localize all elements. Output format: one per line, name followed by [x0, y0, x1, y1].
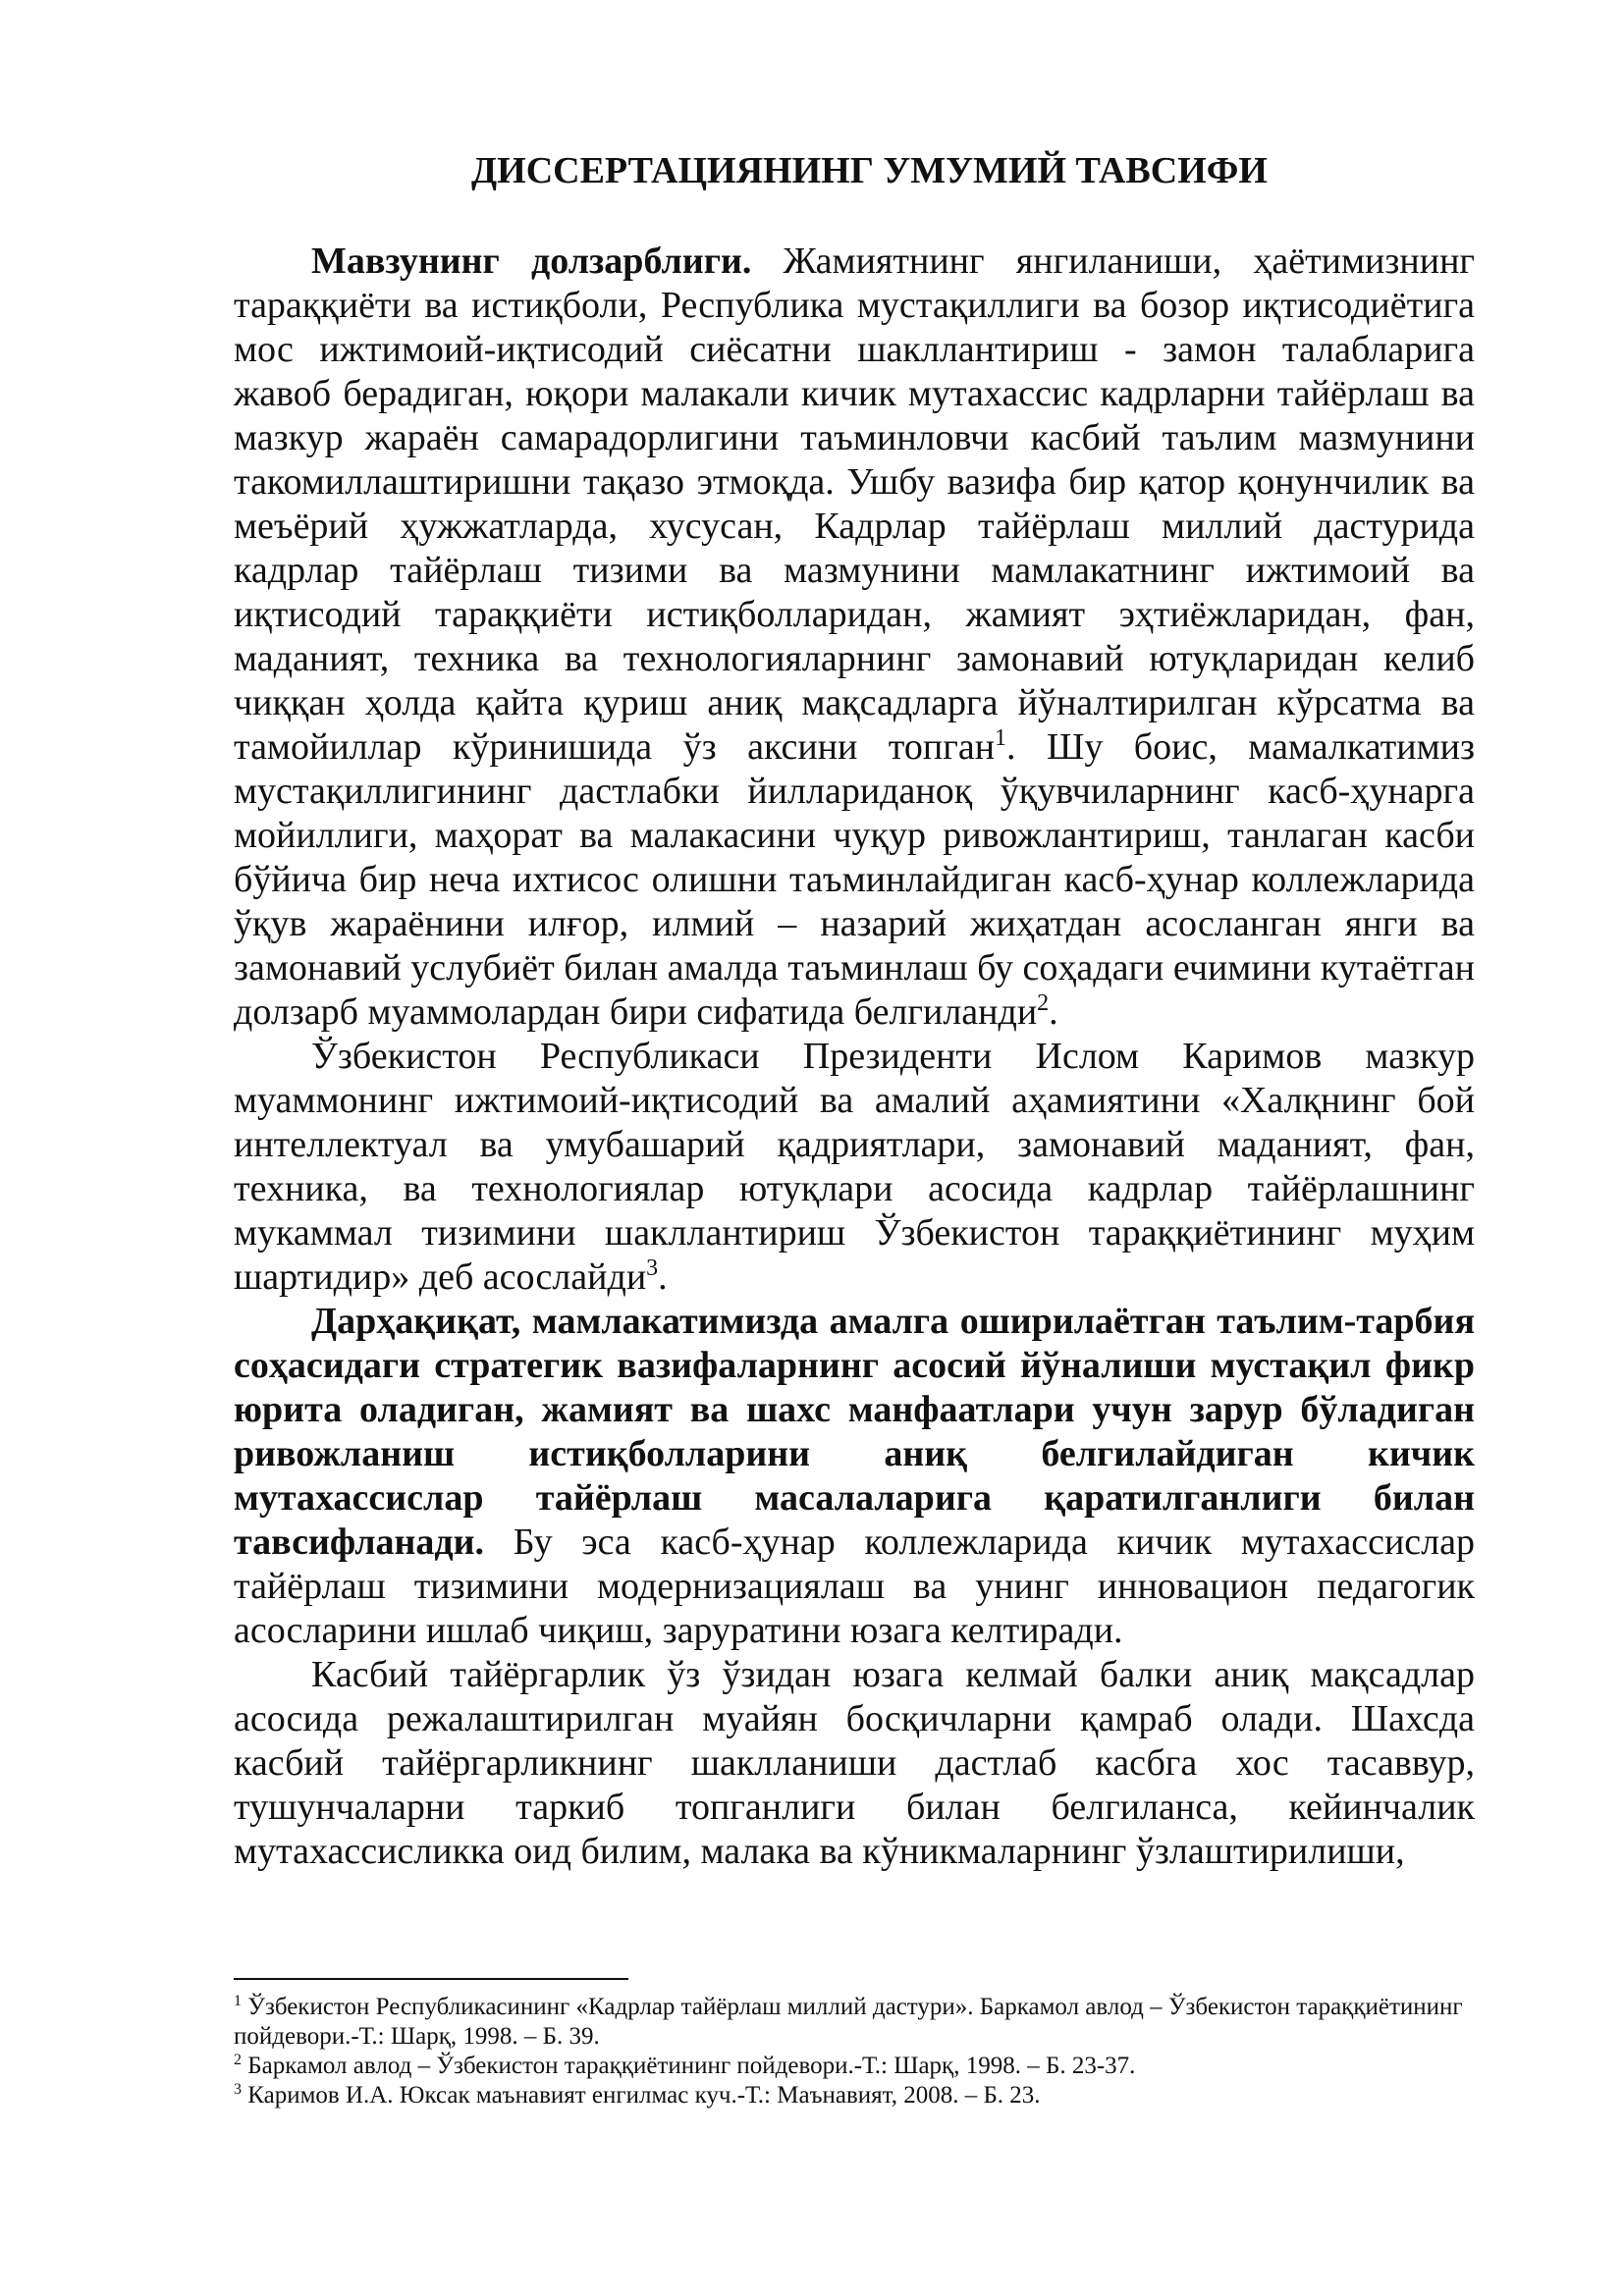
paragraph-text: . [658, 1256, 668, 1298]
footnotes [234, 1993, 1475, 2110]
footnote-item [234, 2081, 1475, 2110]
paragraph-text: Бу эса касб-ҳунар коллежларида кичик мутахассислар тайёрлаш тизимини модернизациялаш ва унинг инновацион педагогик асосларини ишлаб чиқиш, заруратини юзага келтиради. [234, 1522, 1475, 1651]
footnote-number: 3 [234, 2081, 242, 2098]
footnote-text: Ўзбекистон Республикасининг «Кадрлар тайёрлаш миллий дастури». Баркамол авлод – Ўзбекистон тараққиётининг пойдевори.-Т.: Шарқ, 1998. – Б. 39. [234, 1994, 1463, 2050]
paragraph-text: . [1049, 991, 1058, 1033]
footnote-ref[interactable]: 3 [646, 1255, 659, 1281]
footnote-text: Каримов И.А. Юксак маънавият енгилмас куч.-Т.: Маънавият, 2008. – Б. 23. [247, 2082, 1041, 2109]
paragraph-text: . Шу боис, мамалкатимиз мустақиллигининг дастлабки йиллариданоқ ўқувчиларнинг касб-ҳунарга мойиллиги, маҳорат ва малакасини чуқур ривожлантириш, танлаган касби бўйича бир неча ихтисос олишни таъминлайдиган касб-ҳунар коллежларида ўқув жараёнини илғор, илмий – назарий жиҳатдан асосланган янги ва замонавий услубиёт билан амалда таъминлаш бу соҳадаги ечимини кутаётган долзарб муаммолардан бири сифатида белгиланди [234, 726, 1475, 1033]
footnote-separator [234, 1978, 628, 1980]
paragraph-strategic-tasks [234, 1300, 1475, 1653]
document-body [234, 240, 1475, 1874]
paragraph-president-quote [234, 1035, 1475, 1300]
footnote-ref[interactable]: 2 [1037, 990, 1050, 1016]
footnote-item [234, 1993, 1475, 2052]
section-lead-heading: Мавзунинг долзарблиги. [311, 240, 752, 282]
footnote-number: 1 [234, 1993, 242, 2009]
footnote-ref[interactable]: 1 [995, 725, 1007, 751]
paragraph-text: Жамиятнинг янгиланиши, ҳаётимизнинг тараққиёти ва истиқболи, Республика мустақиллиги ва бозор иқтисодиётига мос ижтимоий-иқтисодий сиёсатни шакллантириш - замон талабларига жавоб берадиган, юқори малакали кичик мутахассис кадрларни тайёрлаш ва мазкур жараён самарадорлигини таъминловчи касбий таълим мазмунини такомиллаштиришни тақазо этмоқда. Ушбу вазифа бир қатор қонунчилик ва меъёрий ҳужжатларда, хусусан, Кадрлар тайёрлаш миллий дастурида кадрлар тайёрлаш тизими ва мазмунини мамлакатнинг ижтимоий ва иқтисодий тараққиёти истиқболларидан, жамият эҳтиёжларидан, фан, маданият, техника ва технологияларнинг замонавий ютуқларидан келиб чиққан ҳолда қайта қуриш аниқ мақсадларга йўналтирилган кўрсатма ва тамойиллар кўринишида ўз аксини топган [234, 240, 1475, 768]
page-title: ДИССЕРТАЦИЯНИНГ УМУМИЙ ТАВСИФИ [471, 150, 1268, 191]
paragraph-text: Ўзбекистон Республикаси Президенти Ислом Каримов мазкур муаммонинг ижтимоий-иқтисодий ва амалий аҳамиятини «Халқнинг бой интеллектуал ва умубашарий қадриятлари, замонавий маданият, фан, техника, ва технологиялар ютуқлари асосида кадрлар тайёрлашнинг мукаммал тизимини шакллантириш Ўзбекистон тараққиётининг муҳим шартидир» деб асослайди [234, 1036, 1475, 1298]
footnote-item [234, 2052, 1475, 2081]
footnote-number: 2 [234, 2052, 242, 2068]
footnote-text: Баркамол авлод – Ўзбекистон тараққиётининг пойдевори.-Т.: Шарқ, 1998. – Б. 23-37. [247, 2053, 1136, 2079]
paragraph-relevance [234, 240, 1475, 1035]
paragraph-text: Касбий тайёргарлик ўз ўзидан юзага келмай балки аниқ мақсадлар асосида режалаштирилган муайян босқичларни қамраб олади. Шахсда касбий тайёргарликнинг шаклланиши дастлаб касбга хос тасаввур, тушунчаларни таркиб топганлиги билан белгиланса, кейинчалик мутахассисликка оид билим, малака ва кўникмаларнинг ўзлаштирилиши, [234, 1654, 1475, 1872]
paragraph-professional-training [234, 1653, 1475, 1874]
bold-statement: Дарҳақиқат, мамлакатимизда амалга оширилаётган таълим-тарбия соҳасидаги стратегик вазифаларнинг асосий йўналиши мустақил фикр юрита оладиган, жамият ва шахс манфаатлари учун зарур бўладиган ривожланиш истиқболларини аниқ белгилайдиган кичик мутахассислар тайёрлаш масалаларига қаратилганлиги билан тавсифланади. [234, 1301, 1475, 1563]
